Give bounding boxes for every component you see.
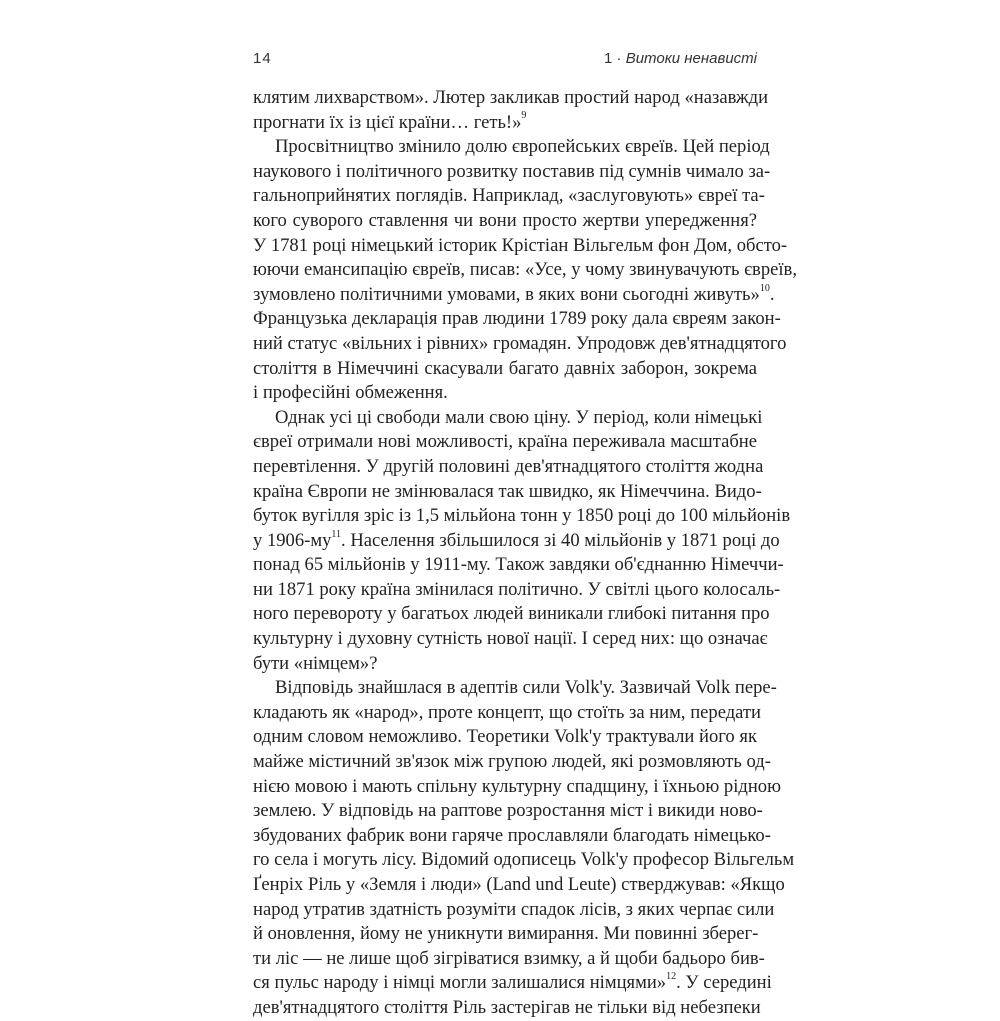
line-text: одним словом неможливо. Теоретики Volk'у трактували його як — [253, 726, 757, 748]
text-line — [253, 258, 797, 283]
paragraph — [253, 86, 769, 135]
text-line — [253, 775, 781, 800]
text-line — [253, 627, 768, 652]
text-line — [253, 947, 765, 972]
chapter-title: Витоки ненависті — [625, 50, 757, 67]
line-text: євреї отримали нові можливості, країна переживала масштабне — [253, 431, 757, 453]
text-line — [253, 406, 763, 431]
line-text: і професійні обмеження. — [253, 382, 448, 404]
line-text: кладають як «народ», проте концепт, що стоїть за ним, передати — [253, 701, 762, 723]
footnote-marker: 9 — [521, 110, 527, 122]
text-line — [253, 307, 781, 332]
line-text: ти ліс — не лише щоб зігріватися взимку, а й щоби бадьоро бив- — [253, 947, 765, 969]
text-line — [253, 676, 777, 701]
line-text: у 1906-му — [253, 529, 332, 551]
page-header — [253, 50, 757, 72]
paragraph — [253, 676, 795, 1020]
line-text: століття в Німеччині скасували багато давніх заборон, зокрема — [253, 357, 757, 379]
text-line — [253, 455, 764, 480]
text-line — [253, 824, 771, 849]
body-text — [253, 86, 797, 1021]
text-line — [253, 553, 784, 578]
text-line — [253, 111, 757, 136]
line-text-tail: . — [769, 283, 775, 305]
line-text: буток вугілля зріс із 1,5 мільйона тонн у 1850 році до 100 мільйонів — [253, 505, 791, 527]
footnote-marker: 10 — [759, 282, 770, 294]
text-line — [253, 701, 762, 726]
line-text: ся пульс народу і німці могли залишалися німцями» — [253, 972, 667, 994]
text-line — [253, 357, 757, 382]
line-text: дев'ятнадцятого століття Ріль застерігав не тільки від небезпеки — [253, 996, 761, 1018]
running-head-separator: · — [612, 50, 626, 67]
text-line — [253, 848, 795, 873]
paragraph — [253, 406, 791, 677]
text-line — [253, 898, 775, 923]
line-text: зумовлено політичними умовами, в яких вони сьогодні живуть» — [253, 283, 760, 305]
line-text: клятим лихварством». Лютер закликав простий народ «назавжди — [253, 87, 769, 108]
line-text: юючи емансипацію євреїв, писав: «Усе, у чому звинувачують євреїв, — [253, 259, 797, 281]
text-line — [253, 430, 757, 455]
text-line — [253, 282, 775, 308]
line-text: ного перевороту у багатьох людей виникали глибокі питання про — [253, 603, 770, 625]
footnote-marker: 11 — [331, 528, 342, 540]
text-line — [253, 652, 757, 677]
text-line — [253, 135, 770, 160]
line-text: народ утратив здатність розуміти спадок лісів, з яких черпає сили — [253, 898, 775, 920]
line-text: й оновлення, йому не уникнути вимирання. Ми повинні зберег- — [253, 923, 759, 945]
text-line — [253, 209, 757, 234]
footnote-marker: 12 — [666, 971, 677, 983]
page-number: 14 — [253, 50, 272, 67]
text-line — [253, 725, 757, 750]
line-text: Відповідь знайшлася в адептів сили Volk'у. Зазвичай Volk пере- — [275, 677, 777, 699]
line-text: ний статус «вільних і рівних» громадян. Упродовж дев'ятнадцятого — [253, 332, 787, 354]
line-text: У 1781 році німецький історик Крістіан Вільгельм фон Дом, обсто- — [253, 234, 788, 256]
text-line — [253, 996, 761, 1021]
text-line — [253, 381, 757, 406]
text-line — [253, 504, 791, 529]
text-line — [253, 873, 785, 898]
line-text: Однак усі ці свободи мали свою ціну. У період, коли німецькі — [275, 406, 763, 428]
line-text: кого суворого ставлення чи вони просто жертви упередження? — [253, 209, 757, 231]
text-line — [253, 602, 770, 627]
line-text: Ґенріх Ріль у «Земля і люди» (Land und Leute) стверджував: «Якщо — [253, 874, 785, 895]
line-text: культурну і духовну сутність нової нації. І серед них: що означає — [253, 628, 768, 650]
line-text: землею. У відповідь на раптове розростання міст і викиди ново- — [253, 800, 763, 822]
text-line — [253, 971, 772, 996]
line-text: понад 65 мільйонів у 1911-му. Також завдяки об'єднанню Німеччи- — [253, 554, 784, 576]
line-text: го села і могуть лісу. Відомий одописець Volk'у професор Вільгельм — [253, 849, 795, 871]
line-text: країна Європи не змінювалася так швидко, як Німеччина. Видо- — [253, 480, 762, 502]
text-line — [253, 750, 771, 775]
text-line — [253, 184, 765, 209]
text-line — [253, 922, 757, 947]
line-text: нією мовою і мають спільну культурну спадщину, і їхньою рідною — [253, 775, 781, 797]
text-line — [253, 480, 762, 505]
text-line — [253, 234, 788, 259]
text-line — [253, 160, 771, 185]
chapter-number: 1 — [604, 50, 613, 67]
line-text-tail: . У середині — [676, 972, 772, 994]
line-text: ни 1871 року країна змінилася політично. У світлі цього колосаль- — [253, 578, 781, 600]
text-line — [253, 528, 780, 554]
line-text: наукового і політичного розвитку поставив під сумнів чимало за- — [253, 160, 771, 182]
text-line — [253, 578, 781, 603]
line-text: Просвітництво змінило долю європейських євреїв. Цей період — [275, 136, 770, 158]
paragraph — [253, 135, 797, 406]
line-text-tail: . Населення збільшилося зі 40 мільйонів у 1871 році до — [341, 529, 780, 551]
text-line — [253, 86, 769, 111]
line-text: збудованих фабрик вони гаряче прославляли благодать німецько- — [253, 824, 771, 846]
text-line — [253, 799, 763, 824]
running-head — [604, 50, 757, 67]
line-text: майже містичний зв'язок між групою людей, які розмовляють од- — [253, 751, 771, 773]
line-text: Французька декларація прав людини 1789 року дала євреям закон- — [253, 308, 781, 330]
line-text: перевтілення. У другій половині дев'ятнадцятого століття жодна — [253, 455, 764, 477]
line-text: прогнати їх із цієї країни… геть!» — [253, 111, 522, 133]
line-text: бути «німцем»? — [253, 652, 378, 674]
text-line — [253, 332, 787, 357]
line-text: гальноприйнятих поглядів. Наприклад, «заслуговують» євреї та- — [253, 185, 765, 207]
